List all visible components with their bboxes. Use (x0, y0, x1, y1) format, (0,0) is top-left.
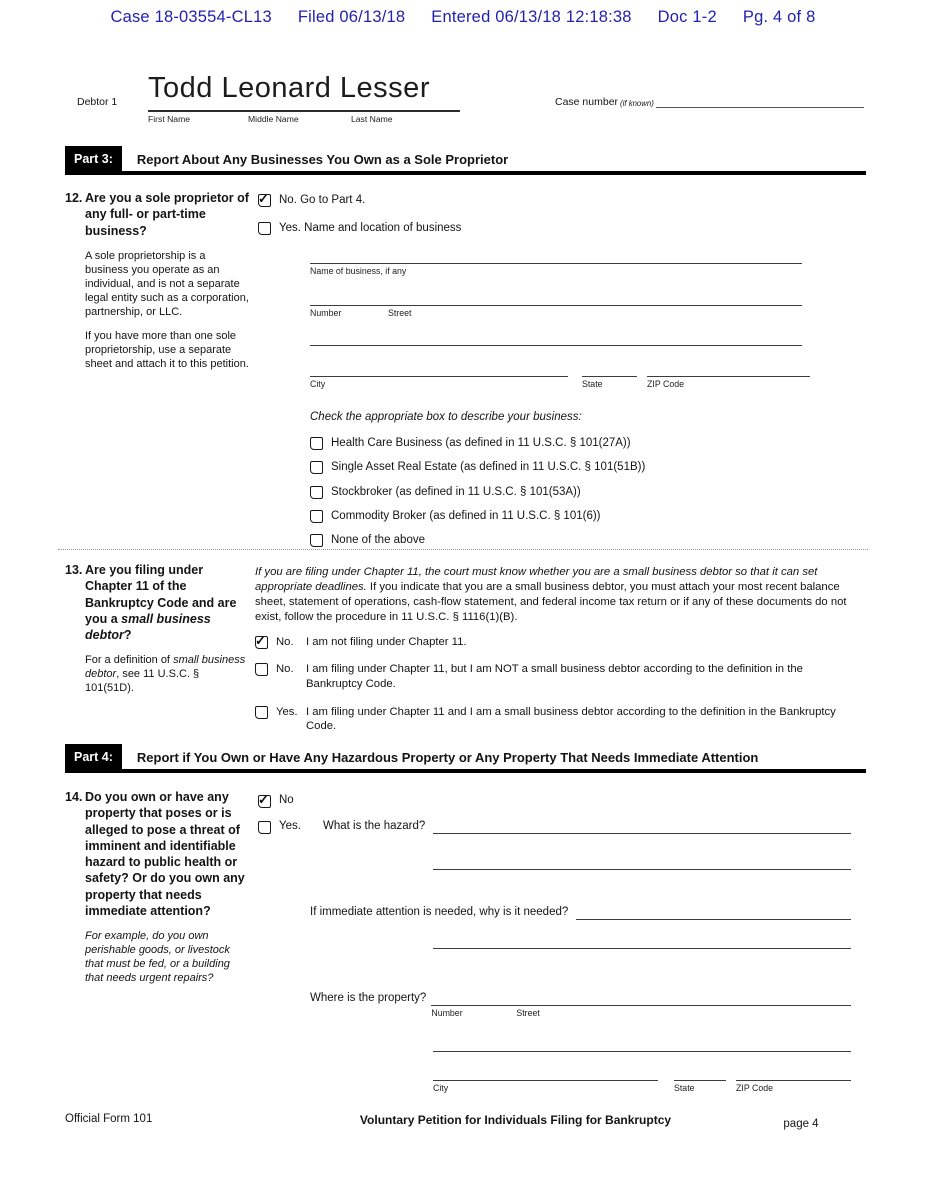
question-13 (65, 562, 866, 734)
part3-title: Report About Any Businesses You Own as a Sole Proprietor (136, 152, 509, 167)
q12-yes-checkbox[interactable] (258, 222, 271, 235)
business-zip-line[interactable] (647, 376, 810, 377)
property-city-state-zip-row (433, 1080, 851, 1093)
immediate-attention-label: If immediate attention is needed, why is it needed? (310, 906, 569, 918)
hazard-question-label: What is the hazard? (323, 820, 426, 832)
stamp-entered-date: Entered 06/13/18 12:18:38 (431, 8, 632, 26)
name-part-labels (148, 114, 393, 124)
attention-field-line-2[interactable] (433, 948, 851, 949)
property-street-field[interactable] (431, 1005, 851, 1018)
stamp-case-number: Case 18-03554-CL13 (110, 8, 272, 26)
business-city-line[interactable] (310, 376, 568, 377)
question-12-explanation-1: A sole proprietorship is a business you operate as an individual, and is not a separate legal entity such as a corporation, partnership, or LLC. (85, 249, 249, 319)
property-state-field[interactable] (674, 1080, 726, 1093)
question-12-number: 12. (65, 191, 83, 205)
property-zip-line[interactable] (736, 1080, 851, 1081)
business-name-line[interactable] (310, 263, 802, 264)
middle-name-label: Middle Name (248, 114, 299, 124)
question-13-intro: If you are filing under Chapter 11, the court must know whether you are a small business debtor so that it can set appropriate deadlines. If you indicate that you are a small business debtor, you must attach your most recent balance sheet, statement of operations, cash-flow statement, and federal income tax return or if any of these documents do not exist, follow the procedure in 11 U.S.C. § 1116(1)(B). (255, 566, 847, 623)
part3-badge: Part 3: (65, 146, 122, 171)
attention-field-line-1[interactable] (576, 906, 851, 920)
question-13-note: For a definition of small business debtor, see 11 U.S.C. § 101(51D). (85, 654, 246, 695)
stamp-filed-date: Filed 06/13/18 (297, 8, 406, 26)
q12-no-label: No. Go to Part 4. (279, 194, 366, 206)
business-number-label: Number (310, 308, 342, 318)
debtor-name-underline (148, 110, 460, 112)
property-zip-label: ZIP Code (736, 1083, 774, 1093)
part3-header (65, 146, 866, 175)
business-city-field[interactable] (310, 376, 568, 389)
last-name-label: Last Name (351, 114, 393, 124)
question-14-right (255, 789, 866, 1124)
business-street-line[interactable] (310, 305, 802, 306)
business-state-field[interactable] (582, 376, 637, 389)
q13-option-2-word: No. (276, 663, 294, 676)
property-number-label: Number (431, 1008, 463, 1018)
q12-no-checkbox[interactable] (258, 194, 271, 207)
property-city-label: City (433, 1083, 449, 1093)
business-type-healthcare-label: Health Care Business (as defined in 11 U.S.C. § 101(27A)) (331, 437, 631, 449)
q14-yes-checkbox[interactable] (258, 821, 271, 834)
business-type-heading: Check the appropriate box to describe your business: (310, 411, 582, 423)
question-12 (65, 190, 866, 570)
footer-form-number: Official Form 101 (65, 1113, 153, 1125)
question-12-explanation-2: If you have more than one sole proprietorship, use a separate sheet and attach it to this petition. (85, 330, 249, 371)
q14-no-checkbox[interactable] (258, 795, 271, 808)
business-street-label: Street (388, 308, 412, 318)
case-number-label: Case number (555, 96, 619, 108)
q12-yes-label: Yes. Name and location of business (279, 222, 462, 234)
property-street-label: Street (516, 1008, 540, 1018)
stamp-page-count: Pg. 4 of 8 (742, 8, 816, 26)
debtor-name-value: Todd Leonard Lesser (148, 72, 430, 104)
q13-option-3-text: I am filing under Chapter 11 and I am a small business debtor according to the definition in the Bankruptcy Code. (306, 705, 836, 733)
q13-option-3-word: Yes. (276, 705, 298, 718)
hazard-field-line-2[interactable] (433, 869, 851, 870)
stamp-doc-number: Doc 1-2 (657, 8, 717, 26)
business-type-stockbroker-label: Stockbroker (as defined in 11 U.S.C. § 101(53A)) (331, 486, 581, 498)
case-number-field[interactable] (656, 96, 864, 108)
court-filing-stamp (0, 8, 926, 27)
q13-option-2-checkbox[interactable] (255, 663, 268, 676)
business-city-label: City (310, 379, 326, 389)
part4-header (65, 744, 866, 773)
question-14 (65, 789, 866, 1124)
footer-form-title: Voluntary Petition for Individuals Filing for Bankruptcy (359, 1113, 672, 1127)
business-state-label: State (582, 379, 603, 389)
business-type-none-label: None of the above (331, 534, 425, 546)
property-state-line[interactable] (674, 1080, 726, 1081)
question-14-title: Do you own or have any property that poses or is alleged to pose a threat of imminent and identifiable hazard to public health or safety? Or do you own any property that needs immediate attention? (85, 790, 245, 918)
property-city-field[interactable] (433, 1080, 658, 1093)
business-type-healthcare-checkbox[interactable] (310, 437, 323, 450)
where-property-label: Where is the property? (310, 992, 427, 1004)
first-name-label: First Name (148, 114, 191, 124)
business-type-commodity-checkbox[interactable] (310, 510, 323, 523)
hazard-field-line-1[interactable] (433, 820, 851, 834)
business-name-field[interactable] (310, 263, 802, 276)
business-zip-field[interactable] (647, 376, 810, 389)
question-13-right (255, 562, 866, 734)
debtor1-label: Debtor 1 (77, 96, 118, 108)
business-address2-field[interactable] (310, 345, 802, 346)
business-type-stockbroker-checkbox[interactable] (310, 486, 323, 499)
case-number-hint: (if known) (620, 99, 654, 108)
question-14-number: 14. (65, 790, 83, 804)
property-street-line[interactable] (431, 1005, 851, 1006)
question-13-title: Are you filing under Chapter 11 of the Bankruptcy Code and are you a small business debtor? (85, 563, 237, 642)
question-12-title: Are you a sole proprietor of any full- or part-time business? (85, 191, 249, 238)
property-zip-field[interactable] (736, 1080, 851, 1093)
business-street-field[interactable] (310, 305, 802, 318)
business-type-realestate-checkbox[interactable] (310, 461, 323, 474)
business-type-none-checkbox[interactable] (310, 534, 323, 547)
business-type-realestate-label: Single Asset Real Estate (as defined in 11 U.S.C. § 101(51B)) (331, 461, 646, 473)
q13-option-3-checkbox[interactable] (255, 706, 268, 719)
business-zip-label: ZIP Code (647, 379, 685, 389)
footer-page-number: page 4 (783, 1118, 819, 1130)
q14-yes-label: Yes. (279, 820, 301, 832)
property-city-line[interactable] (433, 1080, 658, 1081)
business-address2-line[interactable] (310, 345, 802, 346)
part4-badge: Part 4: (65, 744, 122, 769)
business-name-label: Name of business, if any (310, 266, 407, 276)
q13-option-1-checkbox[interactable] (255, 636, 268, 649)
business-type-commodity-label: Commodity Broker (as defined in 11 U.S.C. § 101(6)) (331, 510, 601, 522)
part4-title: Report if You Own or Have Any Hazardous Property or Any Property That Needs Immediate Attention (136, 750, 759, 765)
property-state-label: State (674, 1083, 695, 1093)
question-12-right (255, 190, 866, 570)
question-12-left (65, 190, 255, 570)
q13-option-1-text: I am not filing under Chapter 11. (306, 635, 467, 648)
question-13-left (65, 562, 255, 734)
debtor-header (65, 74, 866, 130)
business-state-line[interactable] (582, 376, 637, 377)
q14-no-label: No (279, 794, 294, 806)
property-address2-line[interactable] (433, 1051, 851, 1052)
question-13-number: 13. (65, 563, 83, 577)
q13-option-2-text: I am filing under Chapter 11, but I am NOT a small business debtor according to the definition in the Bankruptcy Code. (306, 663, 803, 690)
q13-option-1-word: No. (276, 635, 294, 648)
question-14-example: For example, do you own perishable goods, or livestock that must be fed, or a building that needs urgent repairs? (85, 930, 230, 985)
case-number-row (555, 96, 864, 108)
business-city-state-zip-row (310, 376, 810, 389)
section-divider (58, 549, 868, 550)
question-14-left (65, 789, 255, 1124)
page-footer (65, 1113, 866, 1130)
